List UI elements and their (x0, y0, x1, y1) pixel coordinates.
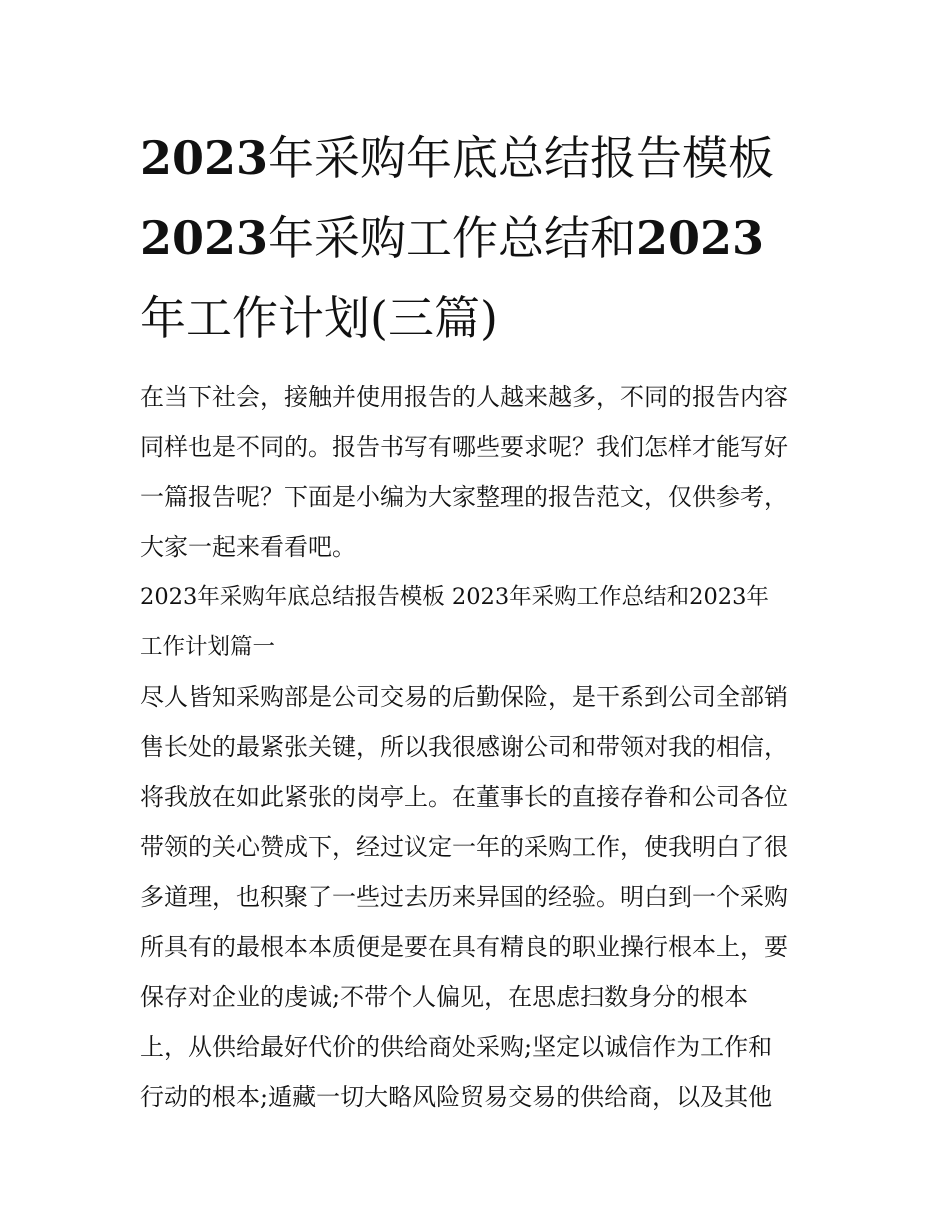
paragraph-line: 将我放在如此紧张的岗亭上。在董事长的直接存眷和公司各位 (140, 783, 788, 811)
title-year: 2023 (140, 131, 269, 185)
section-heading-line: 工作计划篇一 (140, 634, 276, 660)
title-year: 2023 (140, 211, 269, 265)
title-text: 年采购年底总结报告模板 (268, 131, 775, 185)
section-heading-line: 2023年采购年底总结报告模板 2023年采购工作总结和2023年 (140, 584, 769, 610)
paragraph-line: 上，从供给最好代价的供给商处采购;坚定以诚信作为工作和 (140, 1033, 773, 1061)
section-heading (140, 572, 812, 672)
paragraph-line: 尽人皆知采购部是公司交易的后勤保险，是干系到公司全部销 (140, 683, 788, 711)
document-title (140, 118, 812, 358)
paragraph-line: 大家一起来看看吧。 (140, 533, 356, 561)
paragraph-line: 一篇报告呢？下面是小编为大家整理的报告范文，仅供参考， (140, 483, 788, 511)
paragraph-line: 行动的根本;遁藏一切大略风险贸易交易的供给商，以及其他 (140, 1083, 773, 1111)
title-line-2 (140, 198, 812, 278)
paragraph-line: 带领的关心赞成下，经过议定一年的采购工作，使我明白了很 (140, 833, 788, 861)
title-text: 年采购工作总结和 (268, 211, 637, 265)
paragraph-line: 多道理，也积聚了一些过去历来异国的经验。明白到一个采购 (140, 883, 788, 911)
paragraph-line: 售长处的最紧张关键，所以我很感谢公司和带领对我的相信， (140, 733, 788, 761)
intro-paragraph (140, 372, 812, 572)
document-page (140, 118, 812, 1122)
paragraph-line: 在当下社会，接触并使用报告的人越来越多，不同的报告内容 (140, 383, 788, 411)
title-line-1 (140, 118, 812, 198)
body-paragraph (140, 672, 812, 1122)
paragraph-line: 同样也是不同的。报告书写有哪些要求呢？我们怎样才能写好 (140, 433, 788, 461)
paragraph-line: 所具有的最根本本质便是要在具有精良的职业操行根本上，要 (140, 933, 788, 961)
title-line-3: 年工作计划(三篇) (140, 291, 498, 345)
paragraph-line: 保存对企业的虔诚;不带个人偏见，在思虑扫数身分的根本 (140, 983, 749, 1011)
title-year: 2023 (636, 211, 765, 265)
